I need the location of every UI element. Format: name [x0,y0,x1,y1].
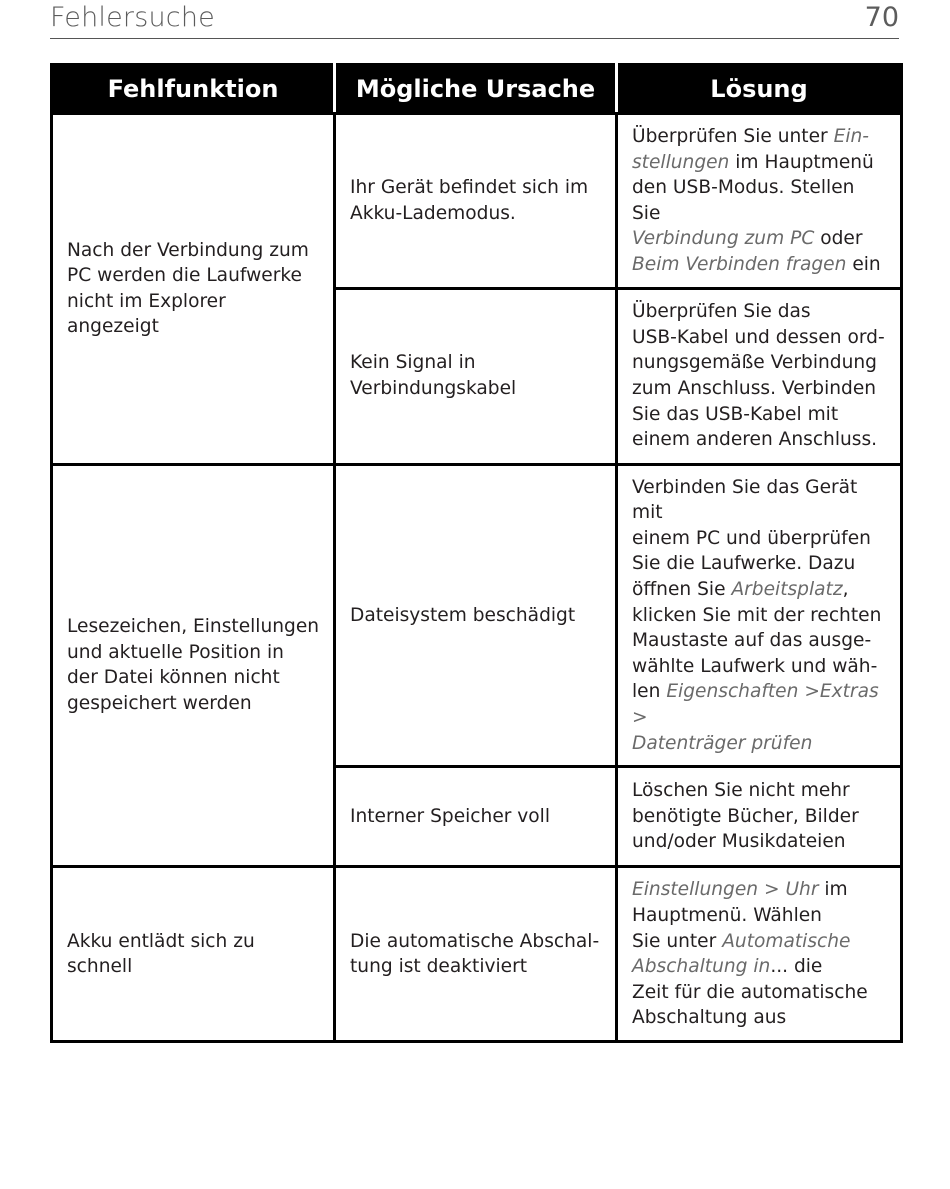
menu-term: Verbindung zum PC [632,228,815,250]
symptom-cell [52,464,335,867]
cause-line: tung ist deaktiviert [350,956,528,978]
symptom-cell [52,867,335,1042]
cause-cell [335,464,617,767]
solution-text: USB-Kabel und dessen ord- [632,326,885,348]
menu-term: Automatische [722,930,851,952]
cause-line: Kein Signal in [350,352,476,374]
symptom-line: Lesezeichen, Einstellungen [67,616,320,638]
cause-cell [335,288,617,464]
symptom-line: Nach der Verbindung zum [67,239,309,261]
symptom-line: Akku entlädt sich zu schnell [67,930,255,978]
solution-text: len [632,681,667,703]
cause-line: Ihr Gerät befindet sich im [350,177,589,199]
table-header-row [52,65,902,114]
solution-text: einem anderen Anschluss. [632,429,878,451]
solution-text: Hauptmenü. Wählen [632,904,822,926]
solution-text: Maustaste auf das ausge- [632,630,872,652]
solution-text: Sie unter [632,930,723,952]
symptom-cell [52,114,335,465]
solution-cell [617,114,902,289]
solution-cell [617,867,902,1042]
symptom-line: PC werden die Laufwerke [67,265,302,287]
solution-text: den USB-Modus. Stellen Sie [632,177,855,224]
solution-text: zum Anschluss. Verbinden [632,378,877,400]
solution-text: benötigte Bücher, Bilder [632,805,859,827]
symptom-line: nicht im Explorer angezeigt [67,290,226,338]
solution-text: nungsgemäße Verbindung [632,352,877,374]
page-header [50,0,899,39]
menu-term: Ein- [833,126,870,147]
cause-line: Akku-Lademodus. [350,202,516,224]
solution-text: Überprüfen Sie unter [632,126,834,147]
column-header-loesung: Lösung [617,65,902,114]
solution-text: im Hauptmenü [729,151,874,173]
table-row [52,464,902,767]
solution-text: klicken Sie mit der rechten [632,604,882,626]
cause-line: Interner Speicher voll [350,805,551,827]
menu-term: Datenträger prüfen [632,732,813,754]
table-row [52,867,902,1042]
cause-line: Die automatische Abschal- [350,930,600,952]
cause-cell [335,767,617,867]
page-number: 70 [864,2,899,33]
menu-term: stellungen [632,151,730,173]
cause-line: Dateisystem beschädigt [350,604,576,626]
cause-cell [335,114,617,289]
solution-text: , [842,578,849,600]
solution-text: Sie das USB-Kabel mit [632,403,839,425]
solution-cell [617,767,902,867]
solution-text: ein [846,253,881,275]
troubleshooting-table [50,63,903,1043]
page-title: Fehlersuche [50,2,215,33]
menu-term: Einstellungen > Uhr [632,879,819,901]
column-header-fehlfunktion: Fehlfunktion [52,65,335,114]
solution-text: öffnen Sie [632,578,732,600]
solution-text: Zeit für die automatische [632,981,868,1003]
symptom-line: und aktuelle Position in [67,641,284,663]
solution-text: einem PC und überprüfen [632,527,871,549]
solution-cell [617,288,902,464]
solution-text: im [818,879,848,901]
menu-term: Eigenschaften >Extras > [632,681,879,728]
menu-term: Beim Verbinden fragen [632,253,847,275]
cause-cell [335,867,617,1042]
solution-text: und/oder Musikdateien [632,831,846,853]
column-header-ursache: Mögliche Ursache [335,65,617,114]
symptom-line: gespeichert werden [67,692,252,714]
solution-text: Verbinden Sie das Gerät mit [632,476,858,524]
menu-term: Abschaltung in [632,956,771,978]
menu-term: Arbeitsplatz [731,578,843,600]
solution-text: oder [814,228,863,250]
cause-line: Verbindungskabel [350,378,517,400]
table-row [52,114,902,289]
solution-text: Löschen Sie nicht mehr [632,780,850,802]
solution-text: ... die [770,956,823,978]
solution-text: wählte Laufwerk und wäh- [632,655,878,677]
solution-text: Sie die Laufwerke. Dazu [632,553,856,575]
symptom-line: der Datei können nicht [67,667,280,689]
solution-cell [617,464,902,767]
solution-text: Überprüfen Sie das [632,301,811,323]
solution-text: Abschaltung aus [632,1007,787,1029]
